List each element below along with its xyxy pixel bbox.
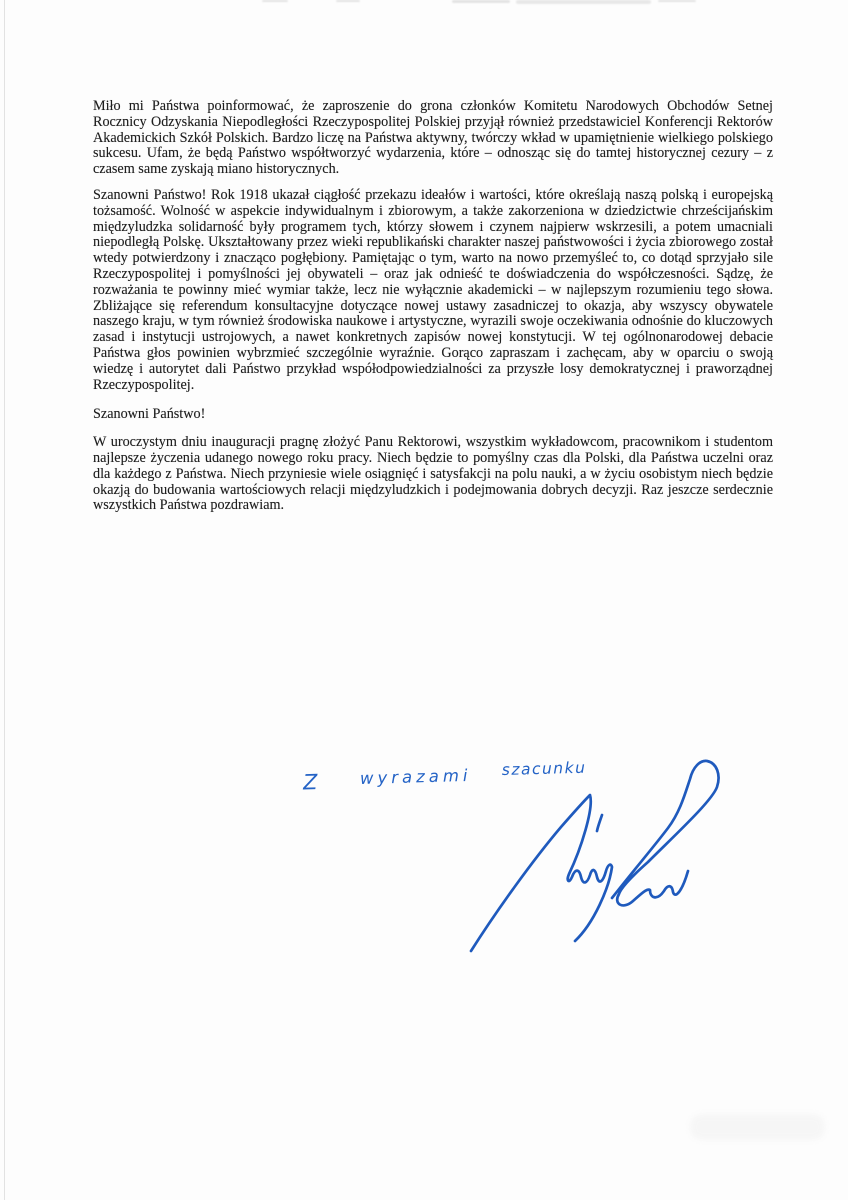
letter-body: [93, 99, 773, 524]
scan-artifact-bottom-smudge: [690, 1114, 825, 1140]
signature: [471, 758, 719, 951]
signature-last-name-stroke: [612, 761, 719, 906]
scan-artifact-left-edge: [4, 0, 5, 1200]
scan-artifact-top-smudge: [658, 0, 696, 2]
handwritten-word: wyrazami: [359, 765, 472, 788]
salutation-line: Szanowni Państwo!: [93, 406, 206, 423]
scan-artifact-top-smudge: [516, 0, 651, 4]
paragraph-year-1918-referendum: Szanowni Państwo! Rok 1918 ukazał ciągłość przekazu ideałów i wartości, które określają naszą polską i europejską tożsamość. Wolność w aspekcie indywidualnym i zbiorowym, a także zakorzeniona w dziedzictwie chrześcijańskim międzyludzka solidarność były programem tych, którzy słowem i czynem najpierw wskrzesili, a potem umacniali niepodległą Polskę. Ukształtowany przez wieki republikański charakter naszej państwowości i życia zbiorowego został wtedy potwierdzony i znacząco pogłębiony. Pamiętając o tym, warto na nowo przemyśleć to, co dotąd sprzyjało sile Rzeczypospolitej i pomyślności jej obywateli – oraz jak odnieść te doświadczenia do współczesności. Sądzę, że rozważania te powinny mieć wymiar także, lecz nie wyłącznie akademicki – w najlepszym rozumieniu tego słowa. Zbliżające się referendum konsultacyjne dotyczące nowej ustawy zasadniczej to okazja, aby wszyscy obywatele naszego kraju, w tym również środowiska naukowe i artystyczne, wyrazili swoje oczekiwania odnośnie do kluczowych zasad i instytucji ustrojowych, a nawet konkretnych zapisów nowej konstytucji. W tej ogólnonarodowej debacie Państwa głos powinien wybrzmieć szczególnie wyraźnie. Gorąco zapraszam i zachęcam, aby w oparciu o swoją wiedzę i autorytet dali Państwo przykład współodpowiedzialności za przyszłe losy demokratycznej i praworządnej Rzeczypospolitej.: [93, 186, 773, 393]
scan-artifact-top-smudge: [336, 0, 360, 2]
paragraph-inauguration-wishes: W uroczystym dniu inauguracji pragnę złożyć Panu Rektorowi, wszystkim wykładowcom, pracownikom i studentom najlepsze życzenia udanego nowego roku pracy. Niech będzie to pomyślny czas dla Polski, dla Państwa uczelni oraz dla każdego z Państwa. Niech przyniesie wiele osiągnięć i satysfakcji na polu nauki, a w życiu osobistym niech będzie okazją do budowania wartościowych relacji międzyludzkich i podejmowania dobrych decyzji. Raz jeszcze serdecznie wszystkich Państwa pozdrawiam.: [93, 434, 773, 514]
scan-artifact-top-smudge: [262, 0, 288, 2]
handwritten-closing: [302, 759, 587, 795]
signature-apostrophe-stroke: [597, 815, 602, 831]
handwritten-word: Z: [302, 770, 320, 795]
signature-first-name-stroke: [471, 795, 612, 951]
paragraph-committee-invitation: Miło mi Państwa poinformować, że zaproszenie do grona członków Komitetu Narodowych Obchodów Setnej Rocznicy Odzyskania Niepodległości Rzeczypospolitej Polskiej przyjął również przedstawiciel Konferencji Rektorów Akademickich Szkół Polskich. Bardzo liczę na Państwa aktywny, twórczy wkład w upamiętnienie wielkiego polskiego sukcesu. Ufam, że będą Państwo współtworzyć wydarzenia, które – odnosząc się do tamtej historycznej cezury – z czasem same zyskają miano historycznych.: [93, 98, 773, 178]
handwritten-word: szacunku: [501, 758, 587, 779]
scan-artifact-top-smudge: [452, 0, 510, 3]
